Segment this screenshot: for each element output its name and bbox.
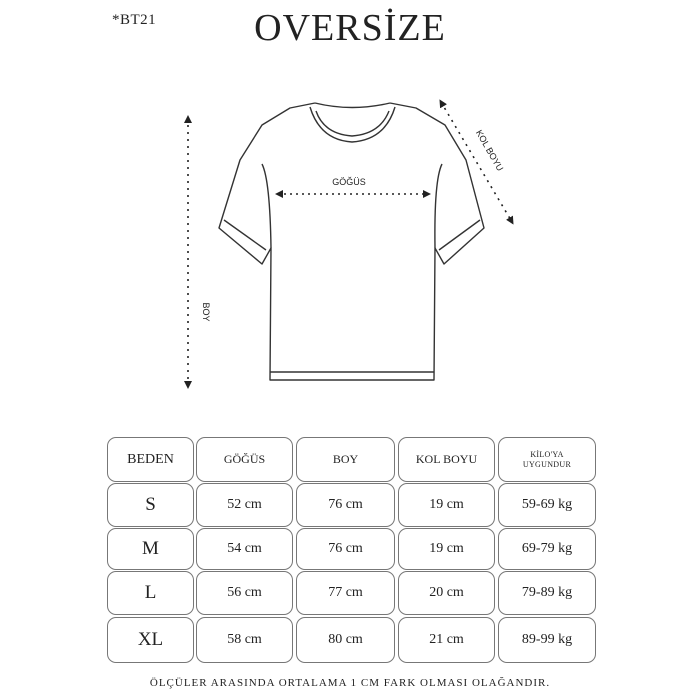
size-cell: S xyxy=(107,483,194,527)
sleeve-label: KOL BOYU xyxy=(473,128,506,173)
size-cell: L xyxy=(107,571,194,615)
sleeve-cell: 20 cm xyxy=(398,571,495,615)
length-cell: 76 cm xyxy=(296,528,395,570)
sleeve-cell: 19 cm xyxy=(398,483,495,527)
weight-cell: 89-99 kg xyxy=(498,617,596,663)
size-cell: M xyxy=(107,528,194,570)
sleeve-cell: 21 cm xyxy=(398,617,495,663)
length-label: BOY xyxy=(201,302,211,322)
page-title: OVERSİZE xyxy=(254,7,446,49)
weight-cell: 79-89 kg xyxy=(498,571,596,615)
weight-cell: 59-69 kg xyxy=(498,483,596,527)
chest-cell: 58 cm xyxy=(196,617,293,663)
footer-note: ÖLÇÜLER ARASINDA ORTALAMA 1 CM FARK OLMASI OLAĞANDIR. xyxy=(149,677,551,689)
header-boy: BOY xyxy=(296,437,395,482)
chest-cell: 54 cm xyxy=(196,528,293,570)
header-kol-boyu: KOL BOYU xyxy=(398,437,495,482)
chest-cell: 56 cm xyxy=(196,571,293,615)
length-cell: 77 cm xyxy=(296,571,395,615)
size-cell: XL xyxy=(107,617,194,663)
tshirt-outline xyxy=(219,103,484,380)
header-beden: BEDEN xyxy=(107,437,194,482)
header-kilo: KİLO'YA UYGUNDUR xyxy=(498,437,596,482)
sleeve-cell: 19 cm xyxy=(398,528,495,570)
chest-label: GÖĞÜS xyxy=(332,177,366,187)
chest-cell: 52 cm xyxy=(196,483,293,527)
header-gogus: GÖĞÜS xyxy=(196,437,293,482)
weight-cell: 69-79 kg xyxy=(498,528,596,570)
length-cell: 80 cm xyxy=(296,617,395,663)
product-code: *BT21 xyxy=(112,12,157,28)
length-cell: 76 cm xyxy=(296,483,395,527)
